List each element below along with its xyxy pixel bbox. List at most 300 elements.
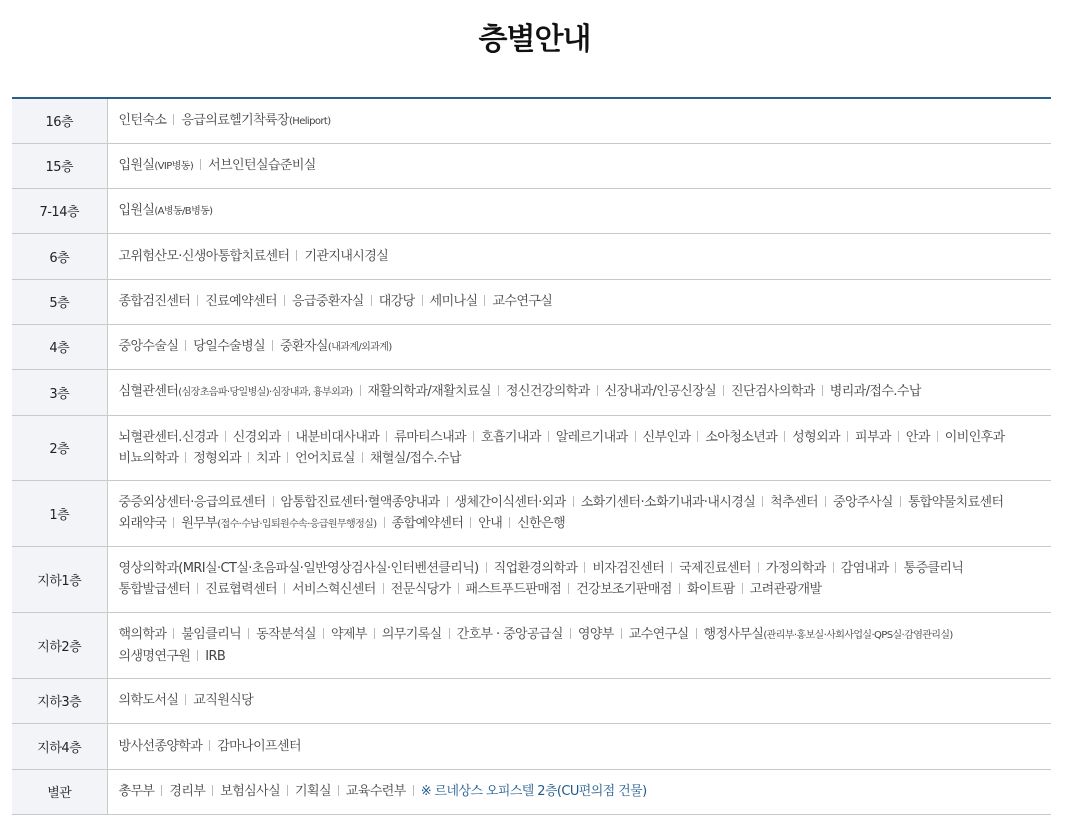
separator [197,295,198,306]
department-item [119,113,167,128]
floor-row [12,279,1051,324]
department-line [119,646,1052,667]
department-item [391,582,451,597]
separator [185,694,186,705]
department-name: 경리부 [169,784,206,799]
separator [825,496,826,507]
department-name: 기획실 [295,784,331,799]
department-item [119,582,191,597]
separator [473,431,474,442]
department-item [766,561,826,576]
department-name: 소화기센터·소화기내과·내시경실 [580,494,756,510]
separator [584,562,585,573]
separator [509,517,510,528]
separator [374,628,375,639]
department-item [945,430,1005,445]
department-name: 화이트팜 [686,582,735,597]
department-name: 중증외상센터·응급의료센터 [118,494,266,510]
floor-departments [107,324,1051,369]
department-item [280,339,392,354]
floor-guide-body [12,98,1051,814]
floor-departments [107,612,1051,678]
separator [225,431,226,442]
department-item [578,627,614,642]
separator [161,785,162,796]
floor-label: 지하4층 [12,723,107,769]
floor-departments [107,188,1051,233]
department-item [478,516,502,531]
floor-row [12,233,1051,279]
department-item [392,516,464,531]
department-name: 교수연구실 [492,294,553,309]
department-line [119,427,1052,448]
department-line [119,200,1052,222]
department-name: 성형외과 [792,429,840,445]
department-name: 입원실 [118,157,155,173]
separator [900,496,901,507]
department-item [296,430,380,445]
department-name: 고위험산모·신생아통합치료센터 [118,248,290,264]
department-item [295,451,355,466]
separator [197,650,198,661]
department-name: 정형외과 [193,450,242,466]
floor-row [12,678,1051,723]
separator [185,340,186,351]
separator [568,583,569,594]
department-item [119,561,479,576]
department-item [830,384,921,399]
department-name: 감염내과 [840,561,889,576]
floor-label: 7-14층 [12,188,107,233]
department-name: 알레르기내과 [555,429,628,445]
department-item [119,627,167,642]
department-name: 종합예약센터 [391,515,464,531]
separator [212,785,213,796]
separator [498,385,499,396]
department-line [119,448,1052,469]
department-item [643,430,691,445]
department-name: 통증클리닉 [903,561,964,576]
department-item [506,384,590,399]
floor-departments [107,723,1051,769]
separator [173,628,174,639]
department-item [119,294,191,309]
department-item [466,582,562,597]
department-name: 채혈실/접수.수납 [369,450,461,466]
department-name: 핵의학과 [118,626,167,642]
separator [696,628,697,639]
separator [784,431,785,442]
separator [937,431,938,442]
department-item [517,516,565,531]
department-name: 중환자실 [280,338,328,354]
department-item [687,582,735,597]
separator [597,385,598,396]
floor-label: 2층 [12,415,107,480]
department-name: 행정사무실 [703,626,764,642]
department-name: 암통합진료센터·혈액종양내과 [280,494,440,510]
department-item [119,249,290,264]
floor-label: 1층 [12,480,107,546]
department-item [704,627,953,642]
department-name: 전문식당가 [390,582,451,597]
separator [173,114,174,125]
department-name: 서비스혁신센터 [292,582,376,597]
department-name: 재활의학과/재활치료실 [367,384,491,399]
department-detail: (내과계/외과계) [327,341,392,353]
department-name: 교육수련부 [345,784,406,799]
department-item [119,649,191,664]
department-line [119,736,1052,757]
department-item [605,384,716,399]
department-name: 응급의료헬기착륙장 [181,112,289,128]
department-item [193,339,265,354]
separator [323,628,324,639]
separator [288,431,289,442]
department-name: 통합약물치료센터 [907,494,1004,510]
separator [197,583,198,594]
floor-departments [107,415,1051,480]
department-line [119,624,1052,646]
department-item [295,784,331,799]
department-item [833,495,893,510]
department-item [205,582,277,597]
page-title: 층별안내 [478,22,591,57]
separator [287,452,288,463]
department-name: IRB [205,648,226,664]
department-item [119,784,155,799]
department-name: 호흡기내과 [481,429,541,445]
department-item [457,627,563,642]
department-name: 국제진료센터 [679,561,751,576]
department-item [193,693,253,708]
separator [272,340,273,351]
department-item [292,582,376,597]
department-name: 원무부 [181,515,218,531]
department-name: 내분비대사내과 [295,429,380,445]
annex-location-note [421,784,647,799]
separator [822,385,823,396]
floor-label: 5층 [12,279,107,324]
department-name: 신경외과 [232,429,281,445]
separator [273,496,274,507]
separator [486,562,487,573]
separator [284,295,285,306]
department-name: 세미나실 [429,294,478,309]
department-name: 교직원식당 [193,693,254,708]
separator [458,583,459,594]
department-item [750,582,822,597]
department-item [346,784,406,799]
department-name: 의학도서실 [118,693,179,708]
separator [723,385,724,396]
department-name: 감마나이프센터 [217,738,301,754]
department-name: 건강보조기판매점 [576,582,672,597]
department-item [581,495,755,510]
department-name: 서브인턴실습준비실 [208,157,316,173]
department-line [119,246,1052,267]
separator [362,452,363,463]
separator [209,740,210,751]
floor-departments [107,98,1051,143]
department-name: 영양부 [577,626,614,642]
department-name: 뇌혈관센터.신경과 [118,429,218,445]
department-name: 응급중환자실 [292,294,364,309]
department-item [770,495,818,510]
department-line [119,558,1052,579]
floor-label: 4층 [12,324,107,369]
department-item [256,451,280,466]
separator [548,431,549,442]
department-item [494,561,578,576]
floor-departments [107,369,1051,415]
department-line [119,513,1052,535]
department-item [119,430,218,445]
department-name: 척추센터 [770,494,819,510]
floor-label: 15층 [12,143,107,188]
floor-departments [107,678,1051,723]
department-item [193,451,241,466]
department-item [331,627,367,642]
department-name: 입원실 [118,202,155,218]
department-line [119,155,1052,177]
department-item [119,158,194,173]
department-detail: (A병동/B병동) [154,205,213,217]
separator [360,385,361,396]
separator [470,517,471,528]
department-name: 신장내과/인공신장실 [604,384,717,399]
department-item [217,739,301,754]
department-item [205,649,225,664]
department-name: 신부인과 [642,429,691,445]
department-item [903,561,963,576]
separator [679,583,680,594]
floor-label: 16층 [12,98,107,143]
department-name: 고려관광개발 [749,582,822,597]
department-item [205,294,277,309]
department-name: ※ 르네상스 오피스텔 2층(CU편의점 건물) [420,784,647,799]
department-name: 류마티스내과 [394,429,467,445]
department-name: 중앙수술실 [118,338,179,354]
department-item [481,430,541,445]
department-name: 가정의학과 [765,561,826,576]
floor-row [12,324,1051,369]
department-name: 외래약국 [118,515,167,531]
department-name: 인턴숙소 [118,112,167,128]
department-name: 언어치료실 [295,450,355,466]
department-item [220,784,280,799]
department-item [629,627,689,642]
department-item [705,430,777,445]
separator [898,431,899,442]
department-item [208,158,316,173]
department-line [119,336,1052,358]
floor-row [12,369,1051,415]
separator [173,517,174,528]
separator [284,583,285,594]
department-item [906,430,930,445]
department-item [382,627,442,642]
department-item [368,384,491,399]
department-name: 당일수술병실 [193,338,266,354]
department-item [841,561,889,576]
separator [447,496,448,507]
department-item [119,384,353,399]
separator [338,785,339,796]
department-name: 안과 [905,429,930,445]
floor-departments [107,279,1051,324]
floor-departments [107,233,1051,279]
floor-row [12,98,1051,143]
department-item [556,430,628,445]
department-name: 간호부 · 중앙공급실 [456,626,563,642]
department-item [233,430,281,445]
floor-row [12,143,1051,188]
department-name: 병리과/접수.수납 [829,384,921,399]
department-item [908,495,1004,510]
separator [383,583,384,594]
floor-departments [107,769,1051,814]
separator [762,496,763,507]
department-line [119,690,1052,711]
department-name: 신한은행 [517,515,566,531]
department-name: 종합검진센터 [118,294,191,309]
department-name: 정신건강의학과 [505,384,590,399]
floor-row [12,612,1051,678]
floor-row [12,480,1051,546]
department-name: 보험심사실 [220,784,281,799]
separator [413,785,414,796]
department-name: 통합발급센터 [118,582,191,597]
department-item [592,561,664,576]
separator [742,583,743,594]
department-name: 영상의학과(MRI실·CT실·초음파실·일반영상검사실·인터벤션클리닉) [118,561,479,576]
department-line [119,381,1052,403]
separator [384,517,385,528]
department-line [119,492,1052,513]
separator [671,562,672,573]
separator [484,295,485,306]
floor-row [12,415,1051,480]
floor-row [12,188,1051,233]
floor-guide-table [12,97,1051,815]
separator [847,431,848,442]
department-item [119,495,266,510]
floor-label: 별관 [12,769,107,814]
department-item [492,294,552,309]
separator [758,562,759,573]
department-name: 의생명연구원 [118,648,191,664]
department-item [119,451,179,466]
department-name: 패스트푸드판매점 [465,582,562,597]
separator [833,562,834,573]
separator [185,452,186,463]
department-name: 불임클리닉 [181,626,242,642]
department-name: 진단검사의학과 [731,384,815,399]
department-item [119,203,213,218]
department-name: 중앙주사실 [833,494,893,510]
separator [621,628,622,639]
department-name: 비자검진센터 [592,561,665,576]
separator [248,452,249,463]
separator [697,431,698,442]
department-name: 안내 [478,515,503,531]
department-item [370,451,461,466]
department-item [679,561,751,576]
department-item [256,627,316,642]
separator [386,431,387,442]
department-item [281,495,440,510]
department-name: 이비인후과 [944,429,1005,445]
department-line [119,579,1052,600]
floor-label: 지하2층 [12,612,107,678]
department-name: 직업환경의학과 [493,561,578,576]
department-item [119,693,179,708]
floor-departments [107,546,1051,612]
department-item [394,430,466,445]
floor-row [12,769,1051,814]
department-name: 약제부 [330,626,367,642]
department-item [119,339,179,354]
separator [573,496,574,507]
floor-row [12,546,1051,612]
separator [449,628,450,639]
department-item [731,384,815,399]
department-item [181,113,330,128]
department-name: 소아청소년과 [705,429,778,445]
department-detail: (Heliport) [288,115,331,127]
department-item [292,294,364,309]
department-item [169,784,205,799]
floor-departments [107,143,1051,188]
separator [287,785,288,796]
department-name: 심혈관센터 [118,384,179,399]
department-name: 방사선종양학과 [118,738,203,754]
floor-label: 지하3층 [12,678,107,723]
department-item [304,249,388,264]
floor-label: 3층 [12,369,107,415]
separator [570,628,571,639]
department-name: 치과 [256,450,281,466]
department-item [379,294,415,309]
floor-departments [107,480,1051,546]
separator [200,159,201,170]
department-item [576,582,672,597]
department-item [430,294,478,309]
separator [635,431,636,442]
department-item [855,430,891,445]
department-name: 대강당 [378,294,415,309]
floor-label: 지하1층 [12,546,107,612]
department-item [455,495,566,510]
department-detail: (VIP병동) [154,160,194,172]
floor-row [12,723,1051,769]
department-item [181,516,376,531]
floor-label: 6층 [12,233,107,279]
separator [296,250,297,261]
department-detail: (접수·수납·입퇴원수속·응급원무행정실) [217,518,377,530]
department-name: 의무기록실 [381,626,442,642]
department-line [119,781,1052,802]
department-name: 비뇨의학과 [118,450,179,466]
department-item [119,739,203,754]
separator [895,562,896,573]
separator [422,295,423,306]
department-name: 기관지내시경실 [304,248,389,264]
department-line [119,291,1052,312]
separator [371,295,372,306]
department-name: 진료협력센터 [205,582,277,597]
